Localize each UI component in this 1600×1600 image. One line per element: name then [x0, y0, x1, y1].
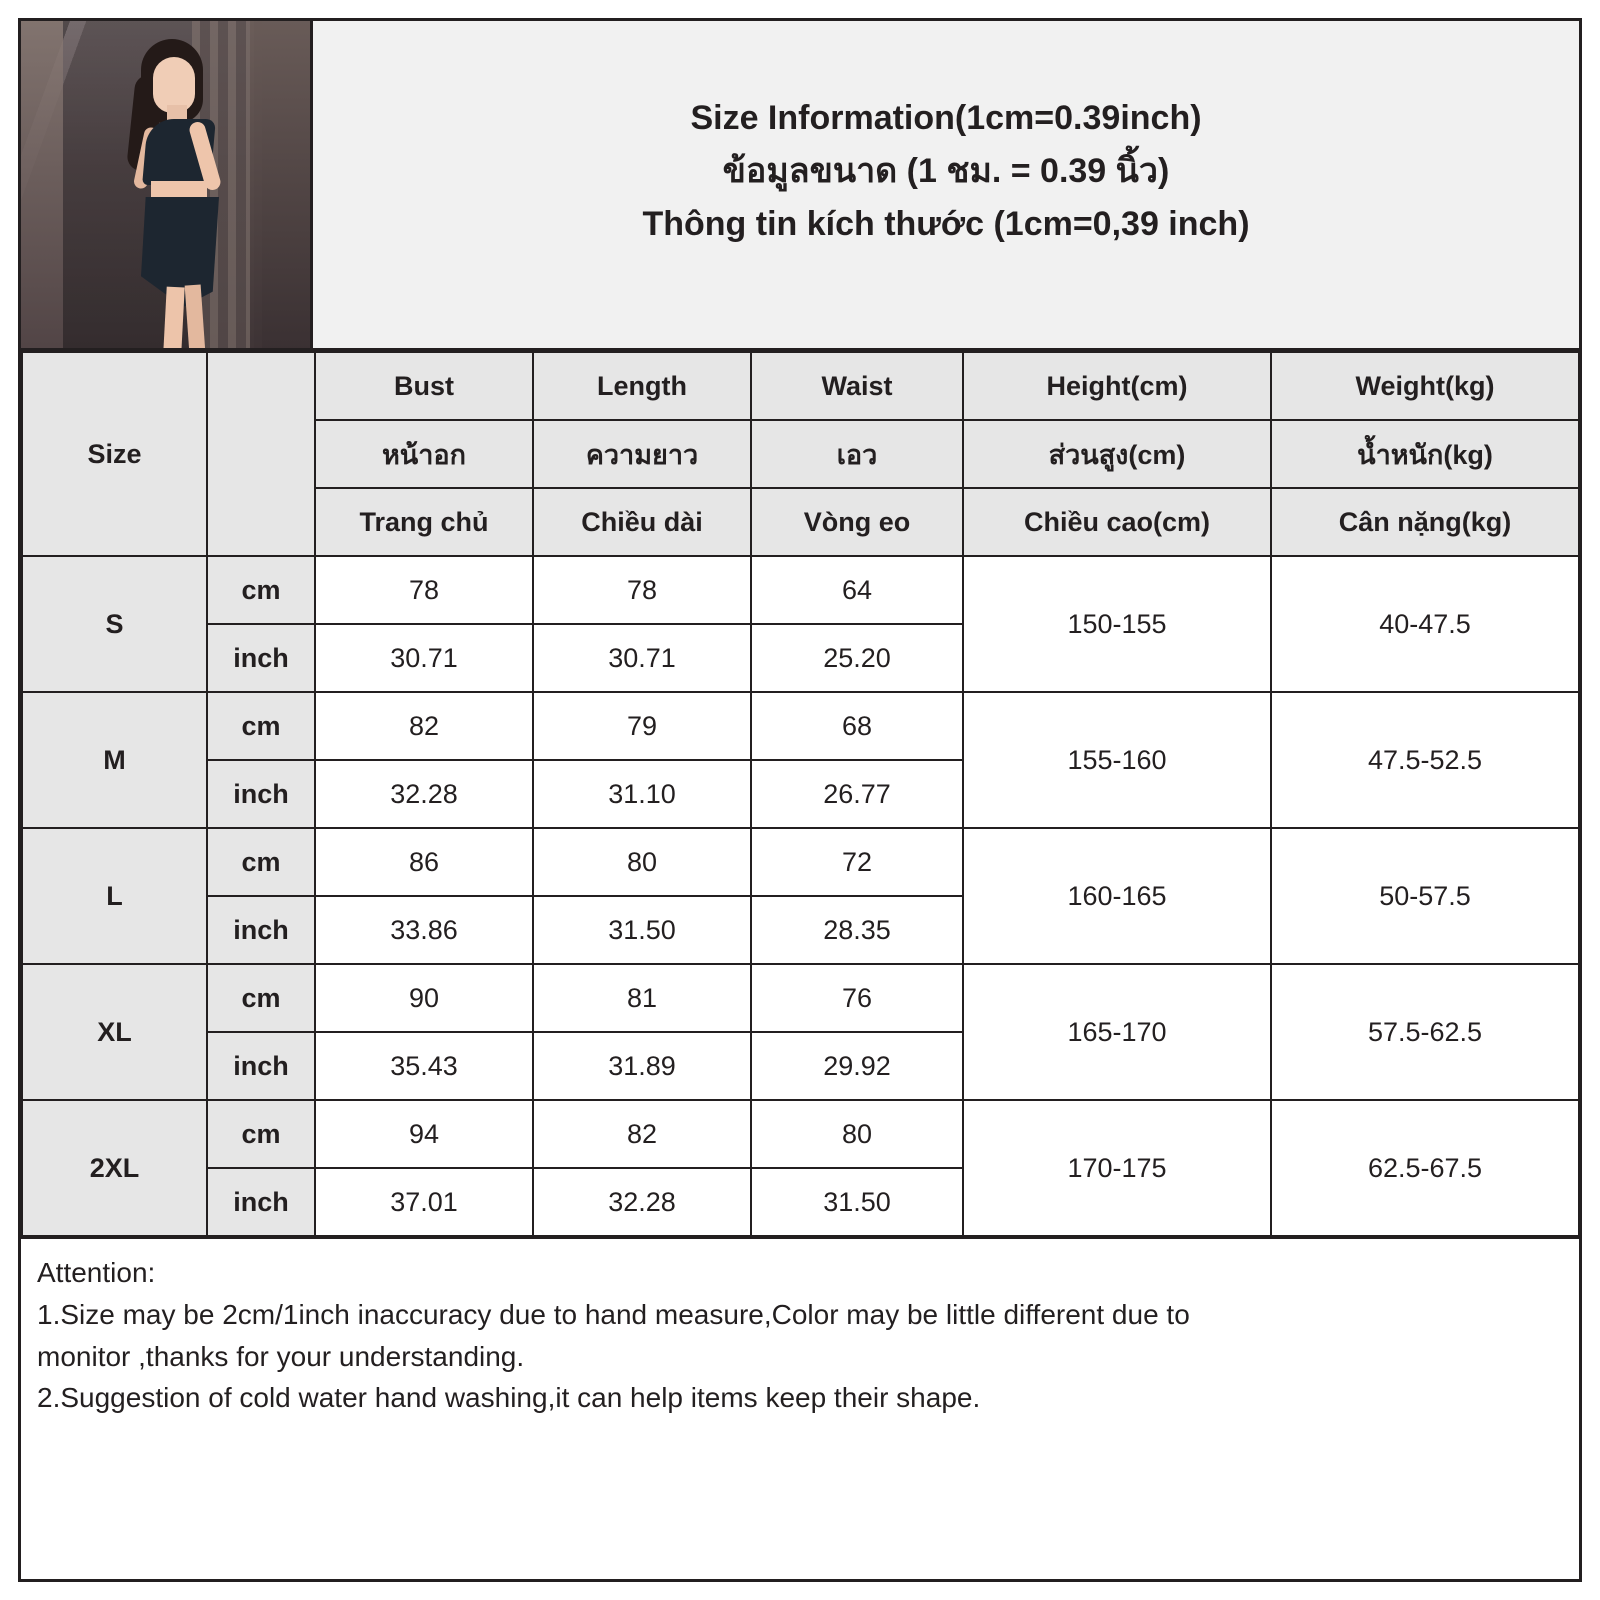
- row-l-bust-cm: 86: [315, 828, 533, 896]
- product-photo-cell: [21, 21, 313, 348]
- header-height-vi: Chiều cao(cm): [963, 488, 1271, 556]
- header-height-en: Height(cm): [963, 352, 1271, 420]
- attention-line-3: 2.Suggestion of cold water hand washing,it can help items keep their shape.: [37, 1382, 981, 1414]
- row-2xl-waist-inch: 31.50: [751, 1168, 963, 1236]
- row-2xl-bust-inch: 37.01: [315, 1168, 533, 1236]
- row-2xl-bust-cm: 94: [315, 1100, 533, 1168]
- row-l-unit-inch: inch: [207, 896, 315, 964]
- header-bust-vi: Trang chủ: [315, 488, 533, 556]
- row-s-weight: 40-47.5: [1271, 556, 1579, 692]
- row-size-s: S: [22, 556, 207, 692]
- row-s-bust-inch: 30.71: [315, 624, 533, 692]
- row-l-length-cm: 80: [533, 828, 751, 896]
- row-s-waist-cm: 64: [751, 556, 963, 624]
- row-xl-length-cm: 81: [533, 964, 751, 1032]
- row-size-l: L: [22, 828, 207, 964]
- header-length-vi: Chiều dài: [533, 488, 751, 556]
- row-2xl-unit-inch: inch: [207, 1168, 315, 1236]
- photo-background-right: [250, 21, 310, 348]
- row-m-unit-inch: inch: [207, 760, 315, 828]
- row-m-weight: 47.5-52.5: [1271, 692, 1579, 828]
- row-xl-unit-inch: inch: [207, 1032, 315, 1100]
- header-bust-th: หน้าอก: [315, 420, 533, 488]
- row-m-height: 155-160: [963, 692, 1271, 828]
- row-m-bust-inch: 32.28: [315, 760, 533, 828]
- header-length-en: Length: [533, 352, 751, 420]
- header-size-label: Size: [22, 352, 207, 556]
- header-waist-th: เอว: [751, 420, 963, 488]
- attention-line-2: monitor ,thanks for your understanding.: [37, 1340, 525, 1372]
- size-chart-sheet: [18, 18, 1582, 1582]
- table-row: [22, 828, 1579, 896]
- model-silhouette: [79, 35, 259, 348]
- row-l-length-inch: 31.50: [533, 896, 751, 964]
- header-weight-vi: Cân nặng(kg): [1271, 488, 1579, 556]
- row-l-height: 160-165: [963, 828, 1271, 964]
- row-s-unit-cm: cm: [207, 556, 315, 624]
- row-s-unit-inch: inch: [207, 624, 315, 692]
- header-weight-en: Weight(kg): [1271, 352, 1579, 420]
- size-measurement-table: [21, 351, 1580, 1237]
- row-xl-height: 165-170: [963, 964, 1271, 1100]
- header-weight-th: น้ำหนัก(kg): [1271, 420, 1579, 488]
- row-m-waist-inch: 26.77: [751, 760, 963, 828]
- row-s-length-cm: 78: [533, 556, 751, 624]
- attention-heading: Attention:: [37, 1257, 156, 1288]
- row-l-waist-inch: 28.35: [751, 896, 963, 964]
- table-header-row-en: [22, 352, 1579, 420]
- table-row: [22, 964, 1579, 1032]
- table-row: [22, 692, 1579, 760]
- attention-notes: [21, 1237, 1579, 1430]
- row-l-bust-inch: 33.86: [315, 896, 533, 964]
- header-band: [21, 21, 1579, 351]
- attention-line-1: 1.Size may be 2cm/1inch inaccuracy due to hand measure,Color may be little different due to: [37, 1298, 1190, 1330]
- row-xl-bust-cm: 90: [315, 964, 533, 1032]
- title-line-vi: Thông tin kích thước (1cm=0,39 inch): [642, 204, 1250, 243]
- title-line-th: ข้อมูลขนาด (1 ชม. = 0.39 นิ้ว): [722, 152, 1170, 191]
- product-photo: [21, 21, 310, 348]
- row-m-length-inch: 31.10: [533, 760, 751, 828]
- row-xl-weight: 57.5-62.5: [1271, 964, 1579, 1100]
- row-m-waist-cm: 68: [751, 692, 963, 760]
- row-m-length-cm: 79: [533, 692, 751, 760]
- row-2xl-height: 170-175: [963, 1100, 1271, 1236]
- row-s-waist-inch: 25.20: [751, 624, 963, 692]
- row-xl-bust-inch: 35.43: [315, 1032, 533, 1100]
- title-block: [313, 21, 1579, 348]
- row-xl-waist-cm: 76: [751, 964, 963, 1032]
- table-row: [22, 556, 1579, 624]
- header-waist-en: Waist: [751, 352, 963, 420]
- header-waist-vi: Vòng eo: [751, 488, 963, 556]
- row-2xl-length-cm: 82: [533, 1100, 751, 1168]
- row-xl-unit-cm: cm: [207, 964, 315, 1032]
- row-2xl-waist-cm: 80: [751, 1100, 963, 1168]
- header-height-th: ส่วนสูง(cm): [963, 420, 1271, 488]
- row-s-length-inch: 30.71: [533, 624, 751, 692]
- row-m-unit-cm: cm: [207, 692, 315, 760]
- row-s-height: 150-155: [963, 556, 1271, 692]
- title-line-en: Size Information(1cm=0.39inch): [690, 99, 1202, 138]
- row-l-unit-cm: cm: [207, 828, 315, 896]
- row-s-bust-cm: 78: [315, 556, 533, 624]
- row-xl-waist-inch: 29.92: [751, 1032, 963, 1100]
- row-l-waist-cm: 72: [751, 828, 963, 896]
- row-2xl-unit-cm: cm: [207, 1100, 315, 1168]
- row-2xl-weight: 62.5-67.5: [1271, 1100, 1579, 1236]
- row-l-weight: 50-57.5: [1271, 828, 1579, 964]
- header-bust-en: Bust: [315, 352, 533, 420]
- photo-background-left: [21, 21, 63, 348]
- header-length-th: ความยาว: [533, 420, 751, 488]
- row-size-m: M: [22, 692, 207, 828]
- row-size-2xl: 2XL: [22, 1100, 207, 1236]
- header-unit-blank: [207, 352, 315, 556]
- row-size-xl: XL: [22, 964, 207, 1100]
- table-row: [22, 1100, 1579, 1168]
- row-m-bust-cm: 82: [315, 692, 533, 760]
- row-xl-length-inch: 31.89: [533, 1032, 751, 1100]
- model-leg-left: [163, 287, 184, 348]
- row-2xl-length-inch: 32.28: [533, 1168, 751, 1236]
